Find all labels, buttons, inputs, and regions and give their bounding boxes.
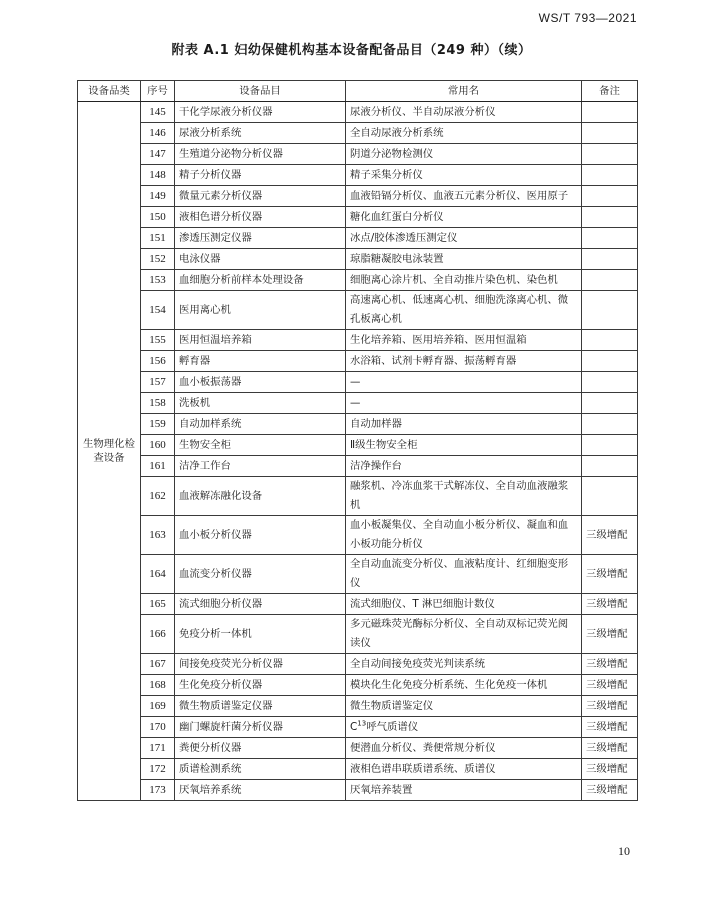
item-name-cell: 间接免疫荧光分析仪器 (175, 654, 346, 675)
table-row (78, 654, 638, 675)
remark-cell (582, 186, 638, 207)
remark-cell (582, 207, 638, 228)
row-number-cell: 161 (141, 456, 175, 477)
item-name-cell: 洗板机 (175, 393, 346, 414)
table-row (78, 414, 638, 435)
common-name-cell: 生化培养箱、医用培养箱、医用恒温箱 (346, 330, 582, 351)
common-name-cell: 阴道分泌物检测仪 (346, 144, 582, 165)
common-name-cell: 血小板凝集仪、全自动血小板分析仪、凝血和血小板功能分析仪 (346, 516, 582, 555)
item-name-cell: 血小板振荡器 (175, 372, 346, 393)
table-row (78, 165, 638, 186)
common-name-text: 呼气质谱仪 (366, 721, 419, 733)
category-cell: 生物理化检查设备 (78, 102, 141, 801)
row-number-cell: 160 (141, 435, 175, 456)
common-name-cell: 高速离心机、低速离心机、细胞洗涤离心机、微孔板离心机 (346, 291, 582, 330)
remark-cell (582, 372, 638, 393)
remark-cell: 三级增配 (582, 675, 638, 696)
item-name-cell: 医用离心机 (175, 291, 346, 330)
table-row (78, 186, 638, 207)
remark-cell (582, 165, 638, 186)
remark-cell (582, 123, 638, 144)
item-name-cell: 电泳仪器 (175, 249, 346, 270)
table-row (78, 330, 638, 351)
remark-cell: 三级增配 (582, 654, 638, 675)
isotope-symbol: C (350, 721, 358, 733)
table-header-row (78, 81, 638, 102)
row-number-cell: 166 (141, 615, 175, 654)
item-name-cell: 生殖道分泌物分析仪器 (175, 144, 346, 165)
table-row (78, 123, 638, 144)
item-name-cell: 精子分析仪器 (175, 165, 346, 186)
common-name-cell: 模块化生化免疫分析系统、生化免疫一体机 (346, 675, 582, 696)
equipment-table (77, 80, 638, 801)
item-name-cell: 孵育器 (175, 351, 346, 372)
item-name-cell: 洁净工作台 (175, 456, 346, 477)
item-name-cell: 血液解冻融化设备 (175, 477, 346, 516)
table-row (78, 144, 638, 165)
common-name-cell: 微生物质谱鉴定仪 (346, 696, 582, 717)
column-header-common-name: 常用名 (346, 81, 582, 102)
common-name-cell: 自动加样器 (346, 414, 582, 435)
common-name-cell: 尿液分析仪、半自动尿液分析仪 (346, 102, 582, 123)
item-name-cell: 渗透压测定仪器 (175, 228, 346, 249)
table-row (78, 207, 638, 228)
item-name-cell: 血小板分析仪器 (175, 516, 346, 555)
row-number-cell: 145 (141, 102, 175, 123)
table-row (78, 696, 638, 717)
common-name-cell: 多元磁珠荧光酶标分析仪、全自动双标记荧光阅读仪 (346, 615, 582, 654)
table-row (78, 615, 638, 654)
item-name-cell: 血流变分析仪器 (175, 555, 346, 594)
common-name-cell: 琼脂糖凝胶电泳装置 (346, 249, 582, 270)
row-number-cell: 167 (141, 654, 175, 675)
item-name-cell: 自动加样系统 (175, 414, 346, 435)
table-body (78, 102, 638, 801)
remark-cell: 三级增配 (582, 759, 638, 780)
column-header-category: 设备品类 (78, 81, 141, 102)
item-name-cell: 血细胞分析前样本处理设备 (175, 270, 346, 291)
table-row (78, 477, 638, 516)
table-row (78, 435, 638, 456)
table-row (78, 270, 638, 291)
remark-cell: 三级增配 (582, 516, 638, 555)
common-name-cell: Ⅱ级生物安全柜 (346, 435, 582, 456)
remark-cell (582, 393, 638, 414)
remark-cell (582, 144, 638, 165)
table-row (78, 351, 638, 372)
remark-cell (582, 330, 638, 351)
row-number-cell: 156 (141, 351, 175, 372)
table-row (78, 516, 638, 555)
item-name-cell: 幽门螺旋杆菌分析仪器 (175, 717, 346, 738)
item-name-cell: 尿液分析系统 (175, 123, 346, 144)
item-name-cell: 干化学尿液分析仪器 (175, 102, 346, 123)
table-row (78, 717, 638, 738)
isotope-mass-number: 13 (357, 719, 367, 728)
row-number-cell: 150 (141, 207, 175, 228)
remark-cell (582, 102, 638, 123)
common-name-cell: 厌氧培养装置 (346, 780, 582, 801)
common-name-cell: — (346, 372, 582, 393)
remark-cell (582, 228, 638, 249)
remark-cell (582, 291, 638, 330)
row-number-cell: 165 (141, 594, 175, 615)
row-number-cell: 158 (141, 393, 175, 414)
item-name-cell: 液相色谱分析仪器 (175, 207, 346, 228)
item-name-cell: 生化免疫分析仪器 (175, 675, 346, 696)
remark-cell: 三级增配 (582, 615, 638, 654)
common-name-cell: — (346, 393, 582, 414)
item-name-cell: 生物安全柜 (175, 435, 346, 456)
column-header-remark: 备注 (582, 81, 638, 102)
row-number-cell: 171 (141, 738, 175, 759)
item-name-cell: 医用恒温培养箱 (175, 330, 346, 351)
table-row (78, 102, 638, 123)
table-row (78, 228, 638, 249)
table-row (78, 759, 638, 780)
common-name-cell: 全自动间接免疫荧光判读系统 (346, 654, 582, 675)
remark-cell (582, 351, 638, 372)
common-name-cell: 精子采集分析仪 (346, 165, 582, 186)
row-number-cell: 169 (141, 696, 175, 717)
common-name-cell: 全自动尿液分析系统 (346, 123, 582, 144)
item-name-cell: 质谱检测系统 (175, 759, 346, 780)
row-number-cell: 157 (141, 372, 175, 393)
common-name-cell: 便潜血分析仪、粪便常规分析仪 (346, 738, 582, 759)
remark-cell: 三级增配 (582, 555, 638, 594)
remark-cell (582, 270, 638, 291)
item-name-cell: 微生物质谱鉴定仪器 (175, 696, 346, 717)
row-number-cell: 154 (141, 291, 175, 330)
row-number-cell: 147 (141, 144, 175, 165)
remark-cell: 三级增配 (582, 780, 638, 801)
common-name-cell: 流式细胞仪、T 淋巴细胞计数仪 (346, 594, 582, 615)
row-number-cell: 164 (141, 555, 175, 594)
remark-cell: 三级增配 (582, 738, 638, 759)
remark-cell (582, 249, 638, 270)
row-number-cell: 148 (141, 165, 175, 186)
row-number-cell: 152 (141, 249, 175, 270)
column-header-number: 序号 (141, 81, 175, 102)
item-name-cell: 微量元素分析仪器 (175, 186, 346, 207)
table-row (78, 393, 638, 414)
remark-cell (582, 456, 638, 477)
item-name-cell: 粪便分析仪器 (175, 738, 346, 759)
row-number-cell: 159 (141, 414, 175, 435)
common-name-cell: 全自动血流变分析仪、血液粘度计、红细胞变形仪 (346, 555, 582, 594)
common-name-cell: 糖化血红蛋白分析仪 (346, 207, 582, 228)
remark-cell (582, 477, 638, 516)
item-name-cell: 流式细胞分析仪器 (175, 594, 346, 615)
table-row (78, 594, 638, 615)
table-row (78, 675, 638, 696)
remark-cell: 三级增配 (582, 717, 638, 738)
item-name-cell: 免疫分析一体机 (175, 615, 346, 654)
table-row (78, 780, 638, 801)
row-number-cell: 153 (141, 270, 175, 291)
row-number-cell: 163 (141, 516, 175, 555)
table-row (78, 456, 638, 477)
remark-cell: 三级增配 (582, 696, 638, 717)
row-number-cell: 155 (141, 330, 175, 351)
table-row (78, 249, 638, 270)
common-name-cell: 水浴箱、试剂卡孵育器、振荡孵育器 (346, 351, 582, 372)
page-number: 10 (618, 844, 630, 858)
remark-cell (582, 414, 638, 435)
row-number-cell: 170 (141, 717, 175, 738)
common-name-cell: 融浆机、冷冻血浆干式解冻仪、全自动血液融浆机 (346, 477, 582, 516)
column-header-item: 设备品目 (175, 81, 346, 102)
table-row (78, 555, 638, 594)
remark-cell (582, 435, 638, 456)
common-name-cell: 冰点/胶体渗透压测定仪 (346, 228, 582, 249)
row-number-cell: 173 (141, 780, 175, 801)
table-row (78, 372, 638, 393)
row-number-cell: 172 (141, 759, 175, 780)
common-name-cell: 血液铅镉分析仪、血液五元素分析仪、医用原子 (346, 186, 582, 207)
remark-cell: 三级增配 (582, 594, 638, 615)
item-name-cell: 厌氧培养系统 (175, 780, 346, 801)
table-row (78, 291, 638, 330)
row-number-cell: 151 (141, 228, 175, 249)
common-name-cell: 细胞离心涂片机、全自动推片染色机、染色机 (346, 270, 582, 291)
common-name-cell (346, 717, 582, 738)
common-name-cell: 洁净操作台 (346, 456, 582, 477)
table-title: 附表 A.1 妇幼保健机构基本设备配备品目（249 种）（续） (171, 43, 532, 58)
row-number-cell: 168 (141, 675, 175, 696)
row-number-cell: 149 (141, 186, 175, 207)
row-number-cell: 146 (141, 123, 175, 144)
common-name-cell: 液相色谱串联质谱系统、质谱仪 (346, 759, 582, 780)
row-number-cell: 162 (141, 477, 175, 516)
document-code: WS/T 793—2021 (538, 11, 637, 25)
table-row (78, 738, 638, 759)
